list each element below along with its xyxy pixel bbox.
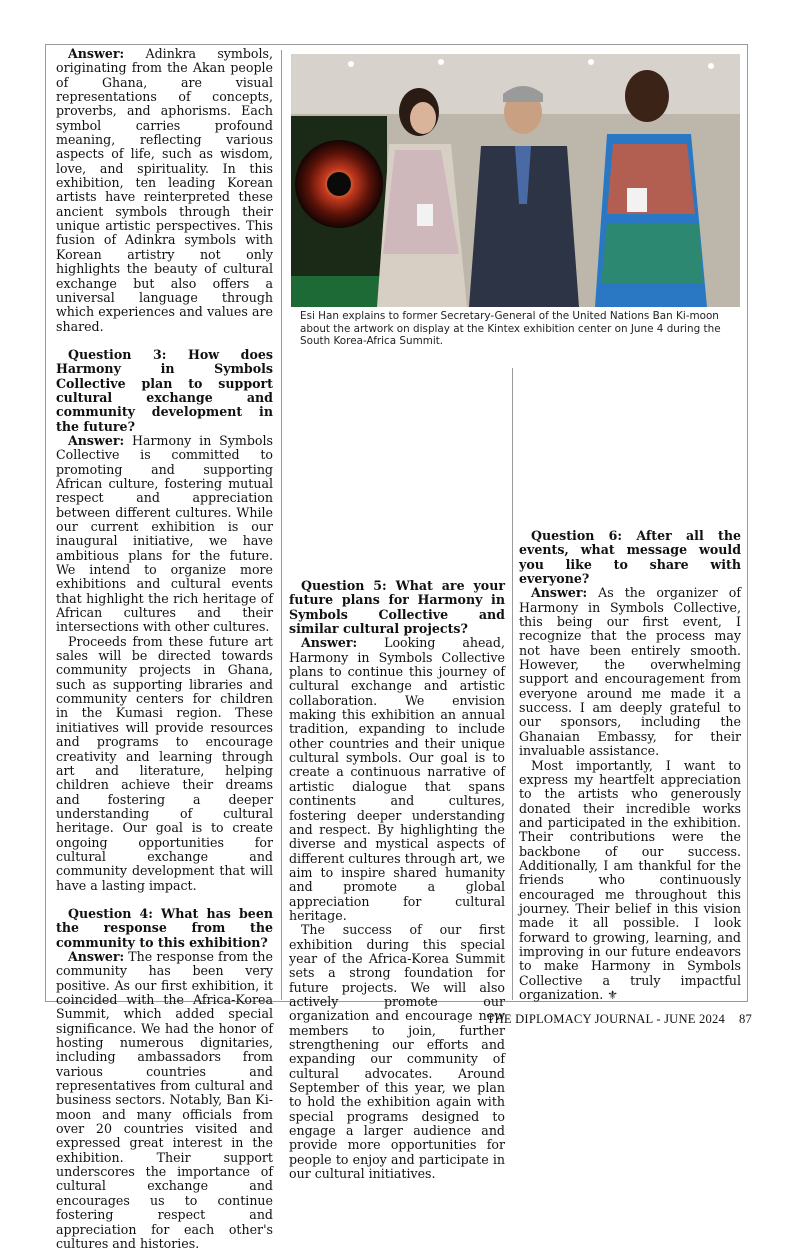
page-footer [470, 1012, 752, 1027]
answer-6-continued: Most importantly, I want to express my heartfelt appreciation to the artists who generously donated their incredible works and participated in the exhibition. Their contributions were the backbone of our success. Additionally, I am thankful for the friends who continuously encouraged me throughout this journey. Their belief in this vision made it all possible. I look forward to growing, learning, and improving in our future endeavors to make Harmony in Symbols Collective a truly impactful organization. ⚜ [519, 757, 741, 1002]
answer-3: Answer: Harmony in Symbols Collective is committed to promoting and supporting African culture, fostering mutual respect and appreciation between different cultures. While our current exhibition is our inaugural initiative, we have ambitious plans for the future. We intend to organize more exhibitions and cultural events that highlight the rich heritage of African cultures and their intersections with other cultures. [56, 432, 273, 635]
answer-5-continued: The success of our first exhibition during this special year of the Africa-Korea Summit sets a strong foundation for future projects. We will also actively promote our organization and encourage new members to join, further strengthening our efforts and expanding our community of cultural advocates. Around September of this year, we plan to hold the exhibition again with special programs designed to engage a larger audience and provide more opportunities for people to enjoy and participate in our cultural initiatives. [289, 922, 505, 1182]
answer-5: Answer: Looking ahead, Harmony in Symbols Collective plans to continue this journey of cultural exchange and artistic collaboration. We envision making this exhibition an annual tradition, expanding to include other countries and their unique cultural symbols. Our goal is to create a continuous narrative of artistic dialogue that spans continents and cultures, fostering deeper understanding and respect. By highlighting the diverse and mystical aspects of different cultures through art, we aim to inspire shared humanity and promote a global appreciation for cultural heritage. [289, 635, 505, 923]
question-6: Question 6: After all the events, what message would you like to share with everyone? [519, 528, 741, 587]
answer-2: Answer: Adinkra symbols, originating from the Akan people of Ghana, are visual representations of concepts, proverbs, and aphorisms. Each symbol carries profound meaning, reflecting various aspects of life, such as wisdom, love, and spirituality. In this exhibition, ten leading Korean artists have reinterpreted these ancient symbols through their unique artistic perspectives. This fusion of Adinkra symbols with Korean artistry not only highlights the beauty of cultural exchange but also offers a universal language through which experiences and values are shared. [56, 46, 273, 334]
column-divider [281, 50, 282, 1000]
photo-caption: Esi Han explains to former Secretary-General of the United Nations Ban Ki-moon about the artwork on display at the Kintex exhibition center on June 4 during the South Korea-Africa Summit. [300, 310, 721, 348]
answer-label: Answer: [68, 948, 125, 964]
answer-label: Answer: [301, 635, 358, 651]
question-4: Question 4: What has been the response from the community to this exhibition? [56, 905, 273, 950]
column-divider [512, 368, 513, 1000]
question-5: Question 5: What are your future plans for Harmony in Symbols Collective and similar cultural projects? [289, 578, 505, 637]
question-3: Question 3: How does Harmony in Symbols Collective plan to support cultural exchange and community development in the future? [56, 346, 273, 434]
answer-4-text: The response from the community has been very positive. As our first exhibition, it coincided with the Africa-Korea Summit, which added special significance. We had the honor of hosting numerous dignitaries, including ambassadors from various countries and representatives from cultural and business sectors. Notably, Ban Ki-moon and many officials from over 20 countries visited and expressed great interest in the exhibition. Their support underscores the importance of cultural exchange and encourages us to continue fostering respect and appreciation for each other's cultures and histories. [56, 948, 273, 1251]
end-mark-icon: ⚜ [607, 988, 619, 1002]
publication-name: THE DIPLOMACY JOURNAL - JUNE 2024 [486, 1012, 725, 1026]
page-number: 87 [739, 1012, 752, 1026]
column-1 [56, 47, 273, 1251]
answer-label: Answer: [68, 432, 125, 448]
answer-6: Answer: As the organizer of Harmony in Symbols Collective, this being our first event, I recognize that the process may not have been entirely smooth. However, the overwhelming support and encouragement from everyone around me made it a success. I am deeply grateful to our sponsors, including the Ghanaian Embassy, for their invaluable assistance. [519, 585, 741, 759]
answer-4 [56, 950, 273, 1251]
event-photo [291, 54, 740, 307]
answer-label: Answer: [531, 585, 588, 601]
photo-illustration [291, 54, 740, 307]
answer-label: Answer: [68, 46, 125, 61]
answer-3-continued: Proceeds from these future art sales will be directed towards community projects in Ghana, such as supporting libraries and community centers for children in the Kumasi region. These initiatives will provide resources and programs to encourage creativity and learning through art and literature, helping children achieve their dreams and fostering a deeper understanding of cultural heritage. Our goal is to create ongoing opportunities for cultural exchange and community development that will have a lasting impact. [56, 633, 273, 893]
column-2 [289, 369, 505, 1181]
column-3 [519, 369, 741, 1002]
